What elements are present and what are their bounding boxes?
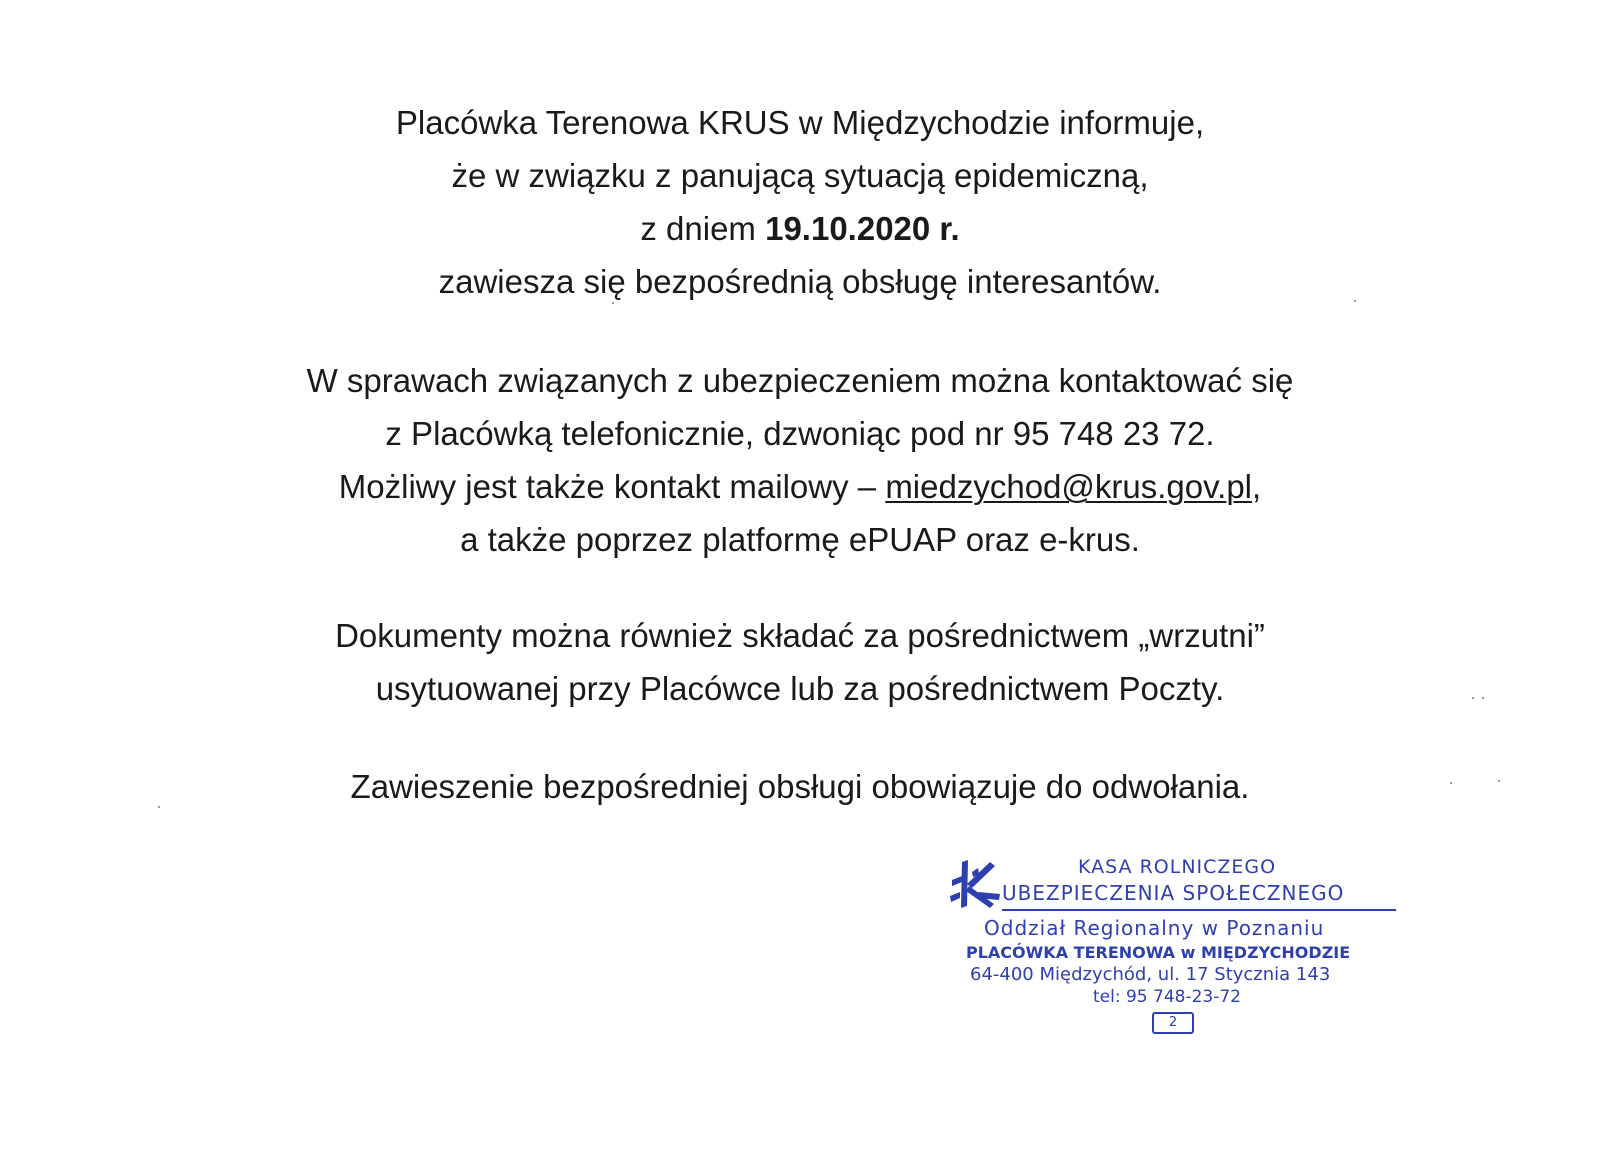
date-prefix: z dniem xyxy=(640,210,766,247)
notice-line-email xyxy=(0,460,1600,513)
notice-paragraph-validity xyxy=(0,760,1600,813)
scan-speck xyxy=(1354,300,1356,302)
email-link[interactable]: miedzychod@krus.gov.pl xyxy=(885,468,1253,505)
scan-speck xyxy=(1498,780,1500,782)
notice-paragraph-contact xyxy=(0,354,1600,566)
scan-speck xyxy=(1482,697,1484,699)
effective-date: 19.10.2020 r. xyxy=(765,210,960,247)
notice-line: Zawieszenie bezpośredniej obsługi obowiązuje do odwołania. xyxy=(350,768,1250,805)
notice-line: W sprawach związanych z ubezpieczeniem można kontaktować się xyxy=(306,362,1294,399)
notice-paragraph-documents xyxy=(0,609,1600,715)
notice-line-date xyxy=(0,202,1600,255)
stamp-line-institution: UBEZPIECZENIA SPOŁECZNEGO xyxy=(1002,881,1345,905)
office-stamp xyxy=(948,856,1398,1046)
stamp-line-address: 64-400 Międzychód, ul. 17 Stycznia 143 xyxy=(970,964,1331,985)
notice-line: że w związku z panującą sytuacją epidemiczną, xyxy=(451,157,1149,194)
stamp-divider xyxy=(1002,909,1396,911)
scan-speck xyxy=(1472,697,1474,699)
scan-speck xyxy=(158,806,160,808)
notice-line: a także poprzez platformę ePUAP oraz e-krus. xyxy=(460,521,1140,558)
stamp-line-institution: KASA ROLNICZEGO xyxy=(1078,856,1277,878)
email-suffix: , xyxy=(1252,468,1262,505)
krus-logo-icon xyxy=(948,858,1002,910)
notice-line: Dokumenty można również składać za pośrednictwem „wrzutni” xyxy=(335,617,1265,654)
notice-line: Placówka Terenowa KRUS w Międzychodzie informuje, xyxy=(395,104,1205,141)
email-prefix: Możliwy jest także kontakt mailowy – xyxy=(338,468,886,505)
scan-speck xyxy=(612,302,614,304)
notice-paragraph-suspension xyxy=(0,96,1600,308)
stamp-number-box: 2 xyxy=(1152,1012,1194,1034)
stamp-line-branch: Oddział Regionalny w Poznaniu xyxy=(984,916,1325,940)
notice-line-phone: z Placówką telefonicznie, dzwoniąc pod nr 95 748 23 72. xyxy=(385,415,1215,452)
notice-line: zawiesza się bezpośrednią obsługę interesantów. xyxy=(438,263,1162,300)
stamp-line-phone: tel: 95 748-23-72 xyxy=(1093,987,1241,1007)
notice-line: usytuowanej przy Placówce lub za pośrednictwem Poczty. xyxy=(375,670,1225,707)
scan-speck xyxy=(1450,782,1452,784)
stamp-line-office: PLACÓWKA TERENOWA w MIĘDZYCHODZIE xyxy=(966,943,1351,962)
